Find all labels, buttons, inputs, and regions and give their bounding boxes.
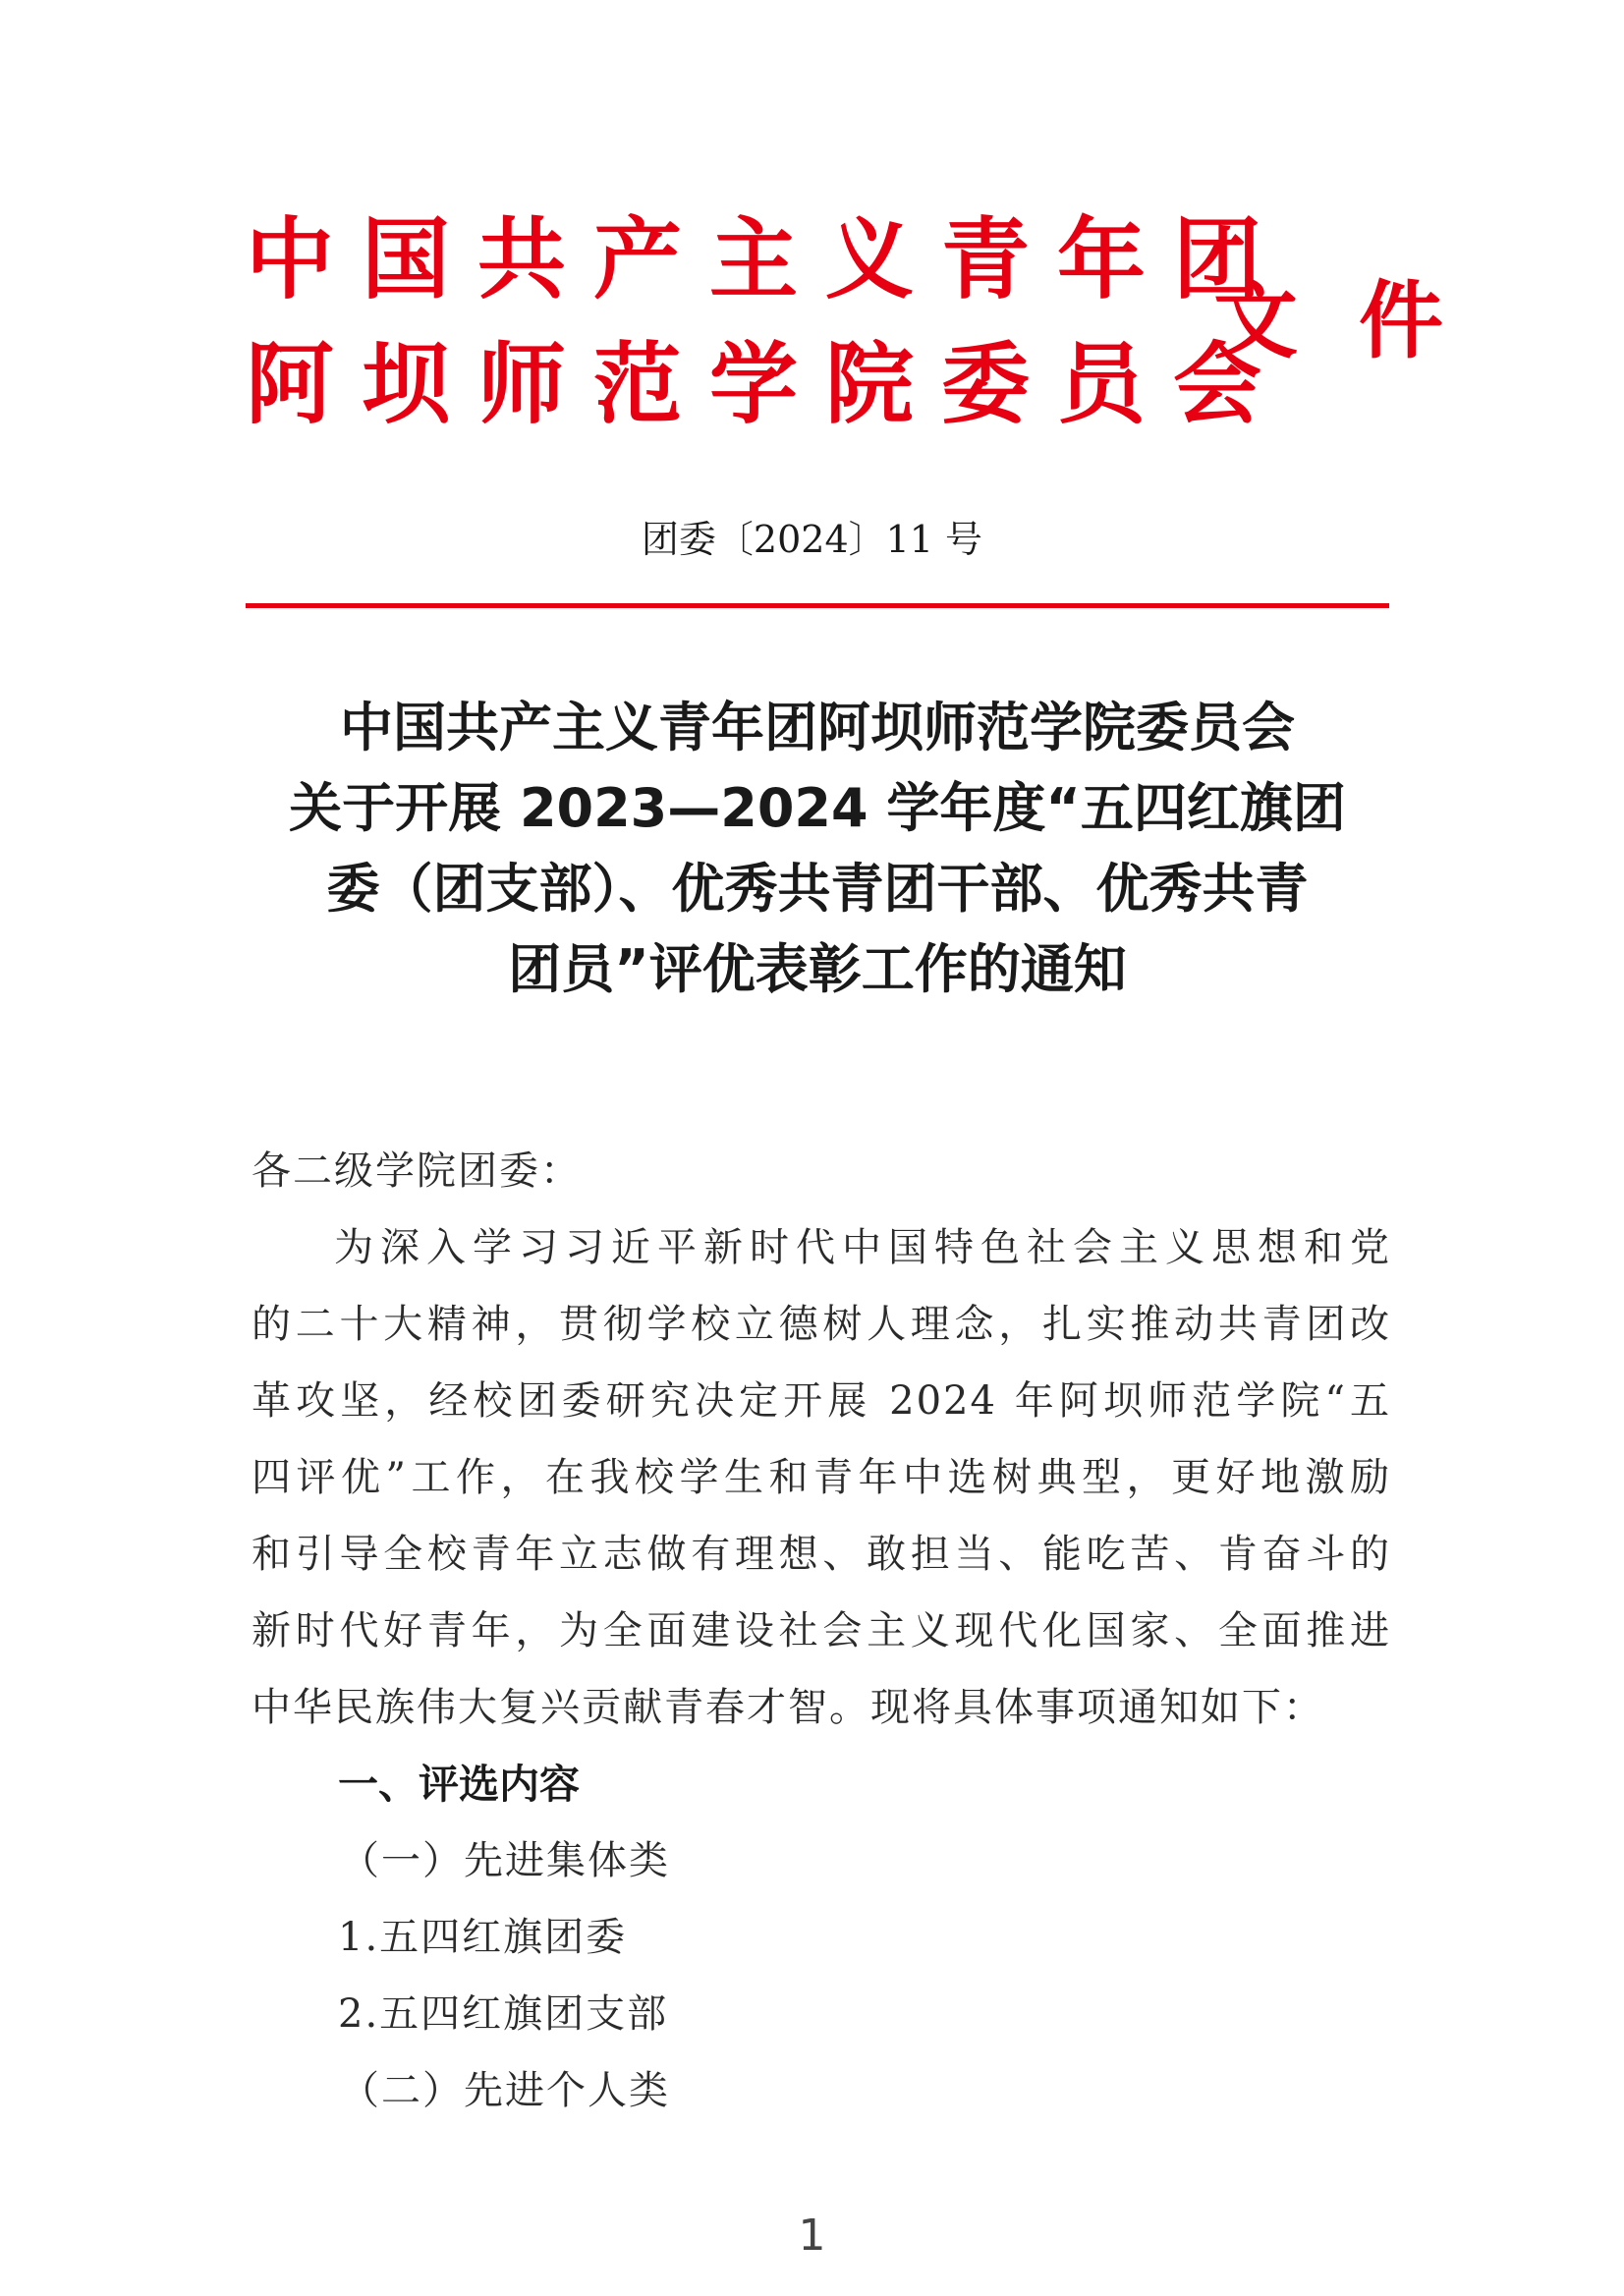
title-line: 关于开展 2023—2024 学年度“五四红旗团	[289, 777, 1346, 839]
list-item: 1.五四红旗团委	[338, 1915, 628, 1960]
paragraph-line: 中华民族伟大复兴贡献青春才智。现将具体事项通知如下：	[252, 1685, 1324, 1730]
paragraph-line: 新时代好青年，为全面建设社会主义现代化国家、全面推进	[252, 1608, 1391, 1653]
issuing-org-line-1: 中国共产主义青年团	[246, 208, 1289, 311]
paragraph-line: 四评优”工作，在我校学生和青年中选树典型，更好地激励	[252, 1455, 1391, 1500]
paragraph-line: 为深入学习习近平新时代中国特色社会主义思想和党	[334, 1225, 1391, 1270]
red-divider-line	[246, 603, 1389, 608]
document-number: 团委〔2024〕11 号	[641, 518, 983, 561]
document-header	[246, 208, 1504, 447]
page-number: 1	[798, 2211, 826, 2261]
paragraph-line: 的二十大精神，贯彻学校立德树人理念，扎实推动共青团改	[252, 1302, 1391, 1347]
paragraph-line: 革攻坚，经校团委研究决定开展 2024 年阿坝师范学院“五	[252, 1378, 1391, 1424]
title-line: 团员”评优表彰工作的通知	[508, 938, 1127, 1000]
section-heading: 一、评选内容	[338, 1761, 580, 1808]
document-body	[252, 1133, 1391, 2129]
salutation: 各二级学院团委：	[252, 1148, 582, 1194]
title-line: 中国共产主义青年团阿坝师范学院委员会	[340, 697, 1295, 758]
title-line: 委（团支部）、优秀共青团干部、优秀共青	[326, 858, 1309, 920]
paragraph-line: 和引导全校青年立志做有理想、敢担当、能吃苦、肯奋斗的	[252, 1532, 1391, 1577]
list-item: 2.五四红旗团支部	[338, 1991, 669, 2037]
notice-title	[246, 688, 1389, 1010]
document-type-label: 文件	[1213, 272, 1504, 370]
subsection-heading: （二）先进个人类	[340, 2068, 670, 2113]
issuing-org-line-2: 阿坝师范学院委员会	[246, 333, 1289, 436]
subsection-heading: （一）先进集体类	[340, 1838, 670, 1883]
